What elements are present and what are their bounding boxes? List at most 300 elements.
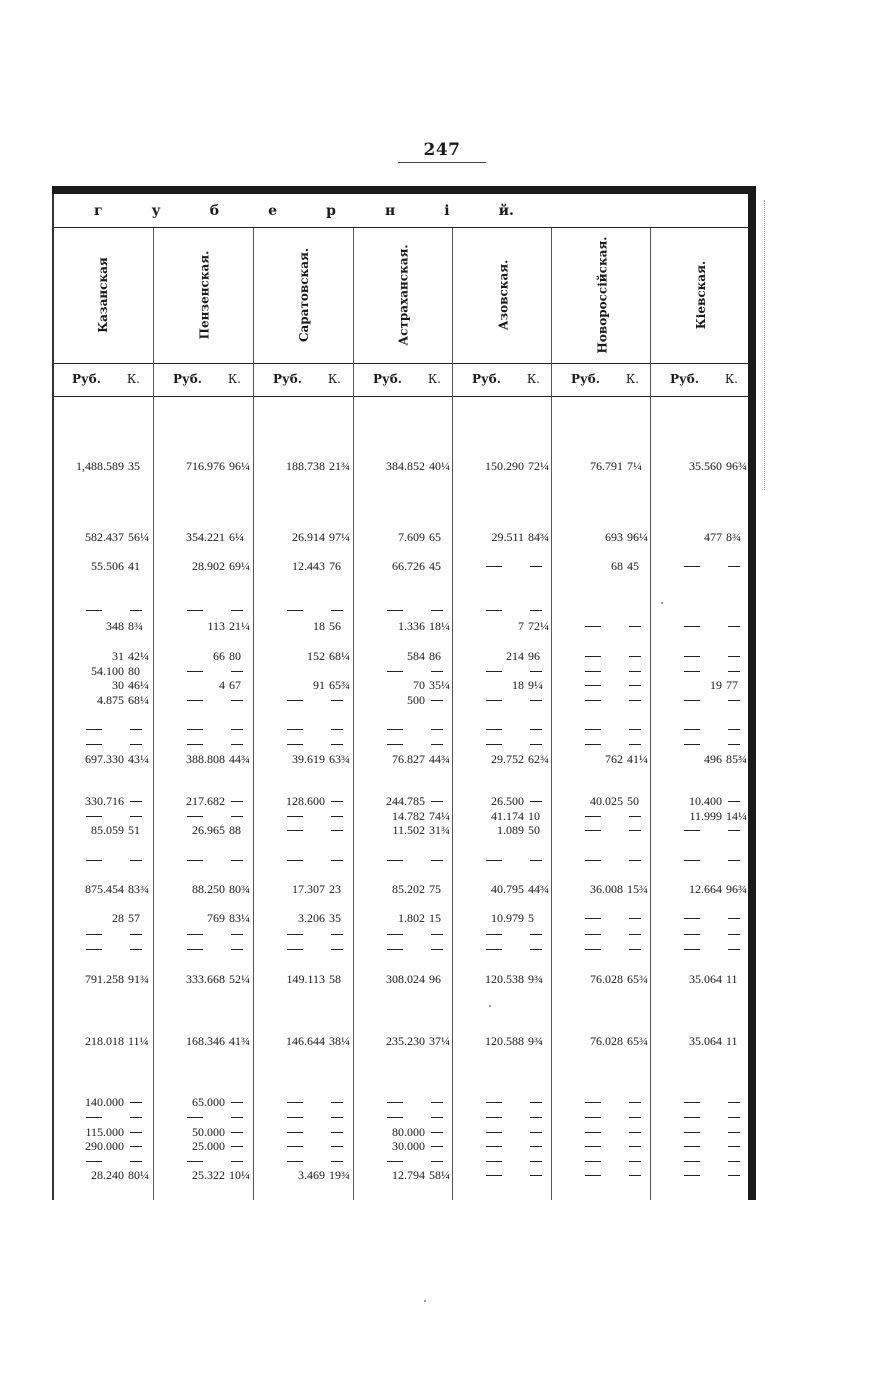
kopecks-value: 88 bbox=[229, 823, 241, 837]
rubles-value: 70 bbox=[413, 678, 425, 692]
rubles-unit-label: Руб. bbox=[571, 372, 600, 386]
kopecks-value: 8¾ bbox=[128, 619, 143, 633]
rubles-unit-label: Руб. bbox=[670, 372, 699, 386]
column-header-6 bbox=[553, 230, 651, 360]
dash-mark bbox=[231, 729, 243, 730]
dash-mark bbox=[486, 1161, 502, 1162]
dash-mark bbox=[486, 1146, 502, 1147]
dash-mark bbox=[684, 830, 700, 831]
kopecks-value: 65¾ bbox=[329, 678, 350, 692]
kopecks-value: 96¼ bbox=[627, 530, 648, 544]
dash-mark bbox=[86, 729, 102, 730]
rubles-value: 1.802 bbox=[398, 911, 425, 925]
rubles-value: 26.500 bbox=[491, 794, 524, 808]
kopecks-value: 75 bbox=[429, 882, 441, 896]
rubles-value: 10.400 bbox=[689, 794, 722, 808]
dash-mark bbox=[331, 830, 343, 831]
dash-mark bbox=[231, 1161, 243, 1162]
dash-mark bbox=[331, 816, 343, 817]
kopecks-value: 58¼ bbox=[429, 1168, 450, 1182]
dash-mark bbox=[486, 1175, 502, 1176]
dash-mark bbox=[629, 656, 641, 657]
print-speck bbox=[489, 1005, 491, 1007]
rubles-value: 128.600 bbox=[286, 794, 325, 808]
rubles-value: 500 bbox=[407, 693, 425, 707]
kopecks-value: 67 bbox=[229, 678, 241, 692]
kopecks-value: 72¼ bbox=[528, 459, 549, 473]
dash-mark bbox=[130, 934, 142, 935]
dash-mark bbox=[530, 801, 542, 802]
dash-mark bbox=[585, 830, 601, 831]
dash-mark bbox=[231, 1102, 243, 1103]
dash-mark bbox=[530, 1102, 542, 1103]
dash-mark bbox=[585, 949, 601, 950]
rubles-unit-label: Руб. bbox=[72, 372, 101, 386]
dash-mark bbox=[530, 949, 542, 950]
dash-mark bbox=[486, 934, 502, 935]
kopecks-value: 83¼ bbox=[229, 911, 250, 925]
rubles-value: 477 bbox=[704, 530, 722, 544]
dash-mark bbox=[187, 1117, 203, 1118]
dash-mark bbox=[231, 671, 243, 672]
column-separator bbox=[253, 228, 254, 1200]
kopecks-value: 37¼ bbox=[429, 1034, 450, 1048]
heading-letter: й. bbox=[498, 203, 514, 219]
column-header-label: Астраханская. bbox=[397, 244, 411, 346]
rubles-value: 308.024 bbox=[386, 972, 425, 986]
rubles-value: 28 bbox=[112, 911, 124, 925]
rubles-value: 29.511 bbox=[491, 530, 524, 544]
rubles-value: 30 bbox=[112, 678, 124, 692]
kopecks-value: 11 bbox=[726, 972, 738, 986]
rubles-value: 26.965 bbox=[192, 823, 225, 837]
dash-mark bbox=[431, 700, 443, 701]
dash-mark bbox=[331, 801, 343, 802]
dash-mark bbox=[684, 700, 700, 701]
kopecks-value: 76 bbox=[329, 559, 341, 573]
dash-mark bbox=[287, 1117, 303, 1118]
dash-mark bbox=[629, 830, 641, 831]
kopecks-value: 11 bbox=[726, 1034, 738, 1048]
dash-mark bbox=[486, 1132, 502, 1133]
dash-mark bbox=[585, 1175, 601, 1176]
dash-mark bbox=[684, 744, 700, 745]
kopecks-value: 77 bbox=[726, 678, 738, 692]
dash-mark bbox=[486, 729, 502, 730]
rubles-unit-label: Руб. bbox=[173, 372, 202, 386]
dash-mark bbox=[530, 1146, 542, 1147]
dash-mark bbox=[187, 729, 203, 730]
heading-letter: р bbox=[326, 203, 336, 219]
rubles-value: 140.000 bbox=[85, 1095, 124, 1109]
rubles-value: 54.100 bbox=[91, 664, 124, 678]
dash-mark bbox=[684, 1146, 700, 1147]
rubles-value: 36.008 bbox=[590, 882, 623, 896]
units-cell bbox=[652, 372, 750, 390]
units-cell bbox=[454, 372, 552, 390]
dash-mark bbox=[187, 934, 203, 935]
rubles-value: 26.914 bbox=[292, 530, 325, 544]
rubles-value: 7 bbox=[518, 619, 524, 633]
dash-mark bbox=[728, 671, 740, 672]
dash-mark bbox=[387, 610, 403, 611]
dash-mark bbox=[86, 744, 102, 745]
kopecks-unit-label: К. bbox=[724, 372, 738, 386]
kopecks-value: 41¼ bbox=[627, 752, 648, 766]
kopecks-unit-label: К. bbox=[126, 372, 140, 386]
kopecks-value: 84¾ bbox=[528, 530, 549, 544]
column-header-2 bbox=[155, 230, 253, 360]
kopecks-value: 45 bbox=[429, 559, 441, 573]
rubles-value: 55.506 bbox=[91, 559, 124, 573]
kopecks-value: 15 bbox=[429, 911, 441, 925]
dash-mark bbox=[187, 700, 203, 701]
rubles-value: 7.609 bbox=[398, 530, 425, 544]
dash-mark bbox=[684, 1161, 700, 1162]
dash-mark bbox=[530, 671, 542, 672]
dash-mark bbox=[629, 729, 641, 730]
heading-letter: н bbox=[384, 203, 396, 219]
rubles-value: 41.174 bbox=[491, 809, 524, 823]
rubles-value: 4.875 bbox=[97, 693, 124, 707]
kopecks-value: 41¾ bbox=[229, 1034, 250, 1048]
dash-mark bbox=[187, 816, 203, 817]
heading-letter: і bbox=[444, 203, 450, 219]
dash-mark bbox=[231, 801, 243, 802]
dash-mark bbox=[431, 1146, 443, 1147]
dash-mark bbox=[187, 1161, 203, 1162]
kopecks-unit-label: К. bbox=[227, 372, 241, 386]
dash-mark bbox=[287, 949, 303, 950]
rubles-value: 3.469 bbox=[298, 1168, 325, 1182]
rubles-value: 333.668 bbox=[186, 972, 225, 986]
dash-mark bbox=[728, 700, 740, 701]
header-rule-top bbox=[54, 227, 748, 228]
rubles-value: 10.979 bbox=[491, 911, 524, 925]
margin-dotted-line bbox=[764, 200, 765, 490]
dash-mark bbox=[684, 656, 700, 657]
kopecks-value: 74¼ bbox=[429, 809, 450, 823]
print-speck bbox=[424, 1300, 426, 1302]
dash-mark bbox=[287, 1146, 303, 1147]
column-header-label: Саратовская. bbox=[297, 247, 311, 343]
dash-mark bbox=[629, 744, 641, 745]
dash-mark bbox=[86, 934, 102, 935]
dash-mark bbox=[86, 860, 102, 861]
rubles-value: 14.782 bbox=[392, 809, 425, 823]
dash-mark bbox=[287, 700, 303, 701]
dash-mark bbox=[585, 1102, 601, 1103]
dash-mark bbox=[486, 1117, 502, 1118]
kopecks-value: 19¾ bbox=[329, 1168, 350, 1182]
dash-mark bbox=[684, 566, 700, 567]
column-separator bbox=[153, 228, 154, 1200]
kopecks-value: 50 bbox=[528, 823, 540, 837]
kopecks-value: 21¼ bbox=[229, 619, 250, 633]
dash-mark bbox=[387, 934, 403, 935]
dash-mark bbox=[130, 729, 142, 730]
dash-mark bbox=[684, 671, 700, 672]
column-header-5 bbox=[454, 230, 552, 360]
dash-mark bbox=[187, 744, 203, 745]
dash-mark bbox=[231, 1132, 243, 1133]
kopecks-value: 9¾ bbox=[528, 1034, 543, 1048]
dash-mark bbox=[187, 671, 203, 672]
dash-mark bbox=[387, 1117, 403, 1118]
kopecks-value: 83¾ bbox=[128, 882, 149, 896]
dash-mark bbox=[585, 656, 601, 657]
rubles-value: 85.059 bbox=[91, 823, 124, 837]
rubles-value: 40.795 bbox=[491, 882, 524, 896]
dash-mark bbox=[431, 671, 443, 672]
dash-mark bbox=[728, 656, 740, 657]
kopecks-value: 10¼ bbox=[229, 1168, 250, 1182]
column-header-label: Азовская. bbox=[495, 259, 510, 331]
dash-mark bbox=[287, 830, 303, 831]
dash-mark bbox=[486, 860, 502, 861]
kopecks-value: 23 bbox=[329, 882, 341, 896]
rubles-value: 12.664 bbox=[689, 882, 722, 896]
dash-mark bbox=[629, 816, 641, 817]
dash-mark bbox=[486, 949, 502, 950]
dash-mark bbox=[629, 1117, 641, 1118]
units-cell bbox=[355, 372, 453, 390]
kopecks-value: 31¾ bbox=[429, 823, 450, 837]
rubles-value: 214 bbox=[506, 649, 524, 663]
dash-mark bbox=[130, 744, 142, 745]
dash-mark bbox=[728, 830, 740, 831]
dash-mark bbox=[387, 1102, 403, 1103]
rubles-value: 388.808 bbox=[186, 752, 225, 766]
dash-mark bbox=[684, 918, 700, 919]
kopecks-value: 56¼ bbox=[128, 530, 149, 544]
dash-mark bbox=[130, 1102, 142, 1103]
rubles-value: 18 bbox=[512, 678, 524, 692]
dash-mark bbox=[431, 1161, 443, 1162]
rubles-value: 584 bbox=[407, 649, 425, 663]
kopecks-value: 44¾ bbox=[528, 882, 549, 896]
dash-mark bbox=[287, 610, 303, 611]
kopecks-value: 51 bbox=[128, 823, 140, 837]
dash-mark bbox=[728, 934, 740, 935]
kopecks-value: 52¼ bbox=[229, 972, 250, 986]
column-header-1 bbox=[54, 230, 152, 360]
dash-mark bbox=[629, 700, 641, 701]
units-cell bbox=[255, 372, 353, 390]
dash-mark bbox=[130, 1146, 142, 1147]
kopecks-value: 80¾ bbox=[229, 882, 250, 896]
rubles-value: 40.025 bbox=[590, 794, 623, 808]
dash-mark bbox=[585, 685, 601, 686]
dash-mark bbox=[585, 700, 601, 701]
rubles-value: 18 bbox=[313, 619, 325, 633]
dash-mark bbox=[684, 1175, 700, 1176]
column-header-label: Кіевская. bbox=[694, 260, 708, 330]
kopecks-value: 14¼ bbox=[726, 809, 747, 823]
kopecks-value: 96¾ bbox=[726, 459, 747, 473]
dash-mark bbox=[231, 934, 243, 935]
rubles-value: 29.752 bbox=[491, 752, 524, 766]
rubles-value: 88.250 bbox=[192, 882, 225, 896]
dash-mark bbox=[287, 744, 303, 745]
rubles-value: 697.330 bbox=[85, 752, 124, 766]
dash-mark bbox=[331, 949, 343, 950]
dash-mark bbox=[629, 1146, 641, 1147]
dash-mark bbox=[287, 729, 303, 730]
dash-mark bbox=[387, 1161, 403, 1162]
rubles-value: 188.738 bbox=[286, 459, 325, 473]
dash-mark bbox=[728, 626, 740, 627]
kopecks-value: 18¼ bbox=[429, 619, 450, 633]
rubles-value: 76.791 bbox=[590, 459, 623, 473]
rubles-value: 152 bbox=[307, 649, 325, 663]
kopecks-value: 91¾ bbox=[128, 972, 149, 986]
dash-mark bbox=[130, 610, 142, 611]
dash-mark bbox=[585, 816, 601, 817]
dash-mark bbox=[331, 934, 343, 935]
dash-mark bbox=[231, 1117, 243, 1118]
rubles-value: 1,488.589 bbox=[76, 459, 124, 473]
dash-mark bbox=[629, 1102, 641, 1103]
dash-mark bbox=[431, 1132, 443, 1133]
kopecks-value: 65¾ bbox=[627, 972, 648, 986]
rubles-value: 384.852 bbox=[386, 459, 425, 473]
dash-mark bbox=[728, 566, 740, 567]
kopecks-value: 56 bbox=[329, 619, 341, 633]
dash-mark bbox=[728, 1161, 740, 1162]
dash-mark bbox=[585, 1161, 601, 1162]
rubles-value: 65.000 bbox=[192, 1095, 225, 1109]
dash-mark bbox=[728, 729, 740, 730]
rubles-value: 28.240 bbox=[91, 1168, 124, 1182]
rubles-value: 76.827 bbox=[392, 752, 425, 766]
kopecks-value: 21¾ bbox=[329, 459, 350, 473]
kopecks-value: 72¼ bbox=[528, 619, 549, 633]
kopecks-value: 44¾ bbox=[229, 752, 250, 766]
kopecks-value: 86 bbox=[429, 649, 441, 663]
dash-mark bbox=[287, 1161, 303, 1162]
rubles-value: 12.443 bbox=[292, 559, 325, 573]
rubles-value: 1.089 bbox=[497, 823, 524, 837]
kopecks-value: 7¼ bbox=[627, 459, 642, 473]
rubles-value: 68 bbox=[611, 559, 623, 573]
rubles-value: 115.000 bbox=[85, 1125, 124, 1139]
rubles-value: 235.230 bbox=[386, 1034, 425, 1048]
dash-mark bbox=[431, 1102, 443, 1103]
kopecks-value: 63¾ bbox=[329, 752, 350, 766]
rubles-value: 30.000 bbox=[392, 1139, 425, 1153]
dash-mark bbox=[728, 1146, 740, 1147]
dash-mark bbox=[331, 1132, 343, 1133]
dash-mark bbox=[585, 729, 601, 730]
header-rule-bottom bbox=[54, 396, 748, 397]
dash-mark bbox=[331, 1102, 343, 1103]
dash-mark bbox=[530, 1161, 542, 1162]
dash-mark bbox=[287, 1102, 303, 1103]
rubles-value: 244.785 bbox=[386, 794, 425, 808]
dash-mark bbox=[86, 1117, 102, 1118]
dash-mark bbox=[331, 744, 343, 745]
kopecks-value: 45 bbox=[627, 559, 639, 573]
rubles-value: 149.113 bbox=[286, 972, 325, 986]
dash-mark bbox=[231, 816, 243, 817]
dash-mark bbox=[387, 744, 403, 745]
kopecks-value: 10 bbox=[528, 809, 540, 823]
rubles-value: 50.000 bbox=[192, 1125, 225, 1139]
dash-mark bbox=[231, 1146, 243, 1147]
dash-mark bbox=[530, 729, 542, 730]
rubles-value: 25.322 bbox=[192, 1168, 225, 1182]
dash-mark bbox=[187, 949, 203, 950]
rubles-value: 11.999 bbox=[689, 809, 722, 823]
dash-mark bbox=[387, 860, 403, 861]
rubles-value: 762 bbox=[605, 752, 623, 766]
rubles-value: 39.619 bbox=[292, 752, 325, 766]
dash-mark bbox=[585, 744, 601, 745]
dash-mark bbox=[684, 934, 700, 935]
column-header-4 bbox=[355, 230, 453, 360]
dash-mark bbox=[486, 744, 502, 745]
rubles-value: 19 bbox=[710, 678, 722, 692]
rubles-value: 150.290 bbox=[485, 459, 524, 473]
kopecks-unit-label: К. bbox=[625, 372, 639, 386]
dash-mark bbox=[431, 610, 443, 611]
dash-mark bbox=[530, 700, 542, 701]
kopecks-value: 44¾ bbox=[429, 752, 450, 766]
rubles-value: 17.307 bbox=[292, 882, 325, 896]
dash-mark bbox=[629, 1132, 641, 1133]
dash-mark bbox=[486, 610, 502, 611]
dash-mark bbox=[728, 918, 740, 919]
rubles-value: 31 bbox=[112, 649, 124, 663]
rubles-value: 218.018 bbox=[85, 1034, 124, 1048]
dash-mark bbox=[629, 918, 641, 919]
column-separator bbox=[353, 228, 354, 1200]
kopecks-value: 68¼ bbox=[329, 649, 350, 663]
dash-mark bbox=[530, 860, 542, 861]
rubles-value: 496 bbox=[704, 752, 722, 766]
rubles-value: 716.976 bbox=[186, 459, 225, 473]
dash-mark bbox=[728, 801, 740, 802]
dash-mark bbox=[130, 1132, 142, 1133]
rubles-value: 35.064 bbox=[689, 972, 722, 986]
rubles-value: 330.716 bbox=[85, 794, 124, 808]
dash-mark bbox=[331, 860, 343, 861]
rubles-value: 28.902 bbox=[192, 559, 225, 573]
dash-mark bbox=[231, 860, 243, 861]
dash-mark bbox=[728, 744, 740, 745]
rubles-value: 354.221 bbox=[186, 530, 225, 544]
kopecks-value: 9¾ bbox=[528, 972, 543, 986]
dash-mark bbox=[486, 671, 502, 672]
kopecks-value: 35¼ bbox=[429, 678, 450, 692]
dash-mark bbox=[331, 1161, 343, 1162]
dash-mark bbox=[530, 1117, 542, 1118]
dash-mark bbox=[431, 949, 443, 950]
dash-mark bbox=[431, 744, 443, 745]
rubles-unit-label: Руб. bbox=[472, 372, 501, 386]
dash-mark bbox=[130, 816, 142, 817]
kopecks-value: 96¼ bbox=[229, 459, 250, 473]
dash-mark bbox=[684, 1102, 700, 1103]
rubles-value: 146.644 bbox=[286, 1034, 325, 1048]
rubles-value: 217.682 bbox=[186, 794, 225, 808]
page-number: 247 bbox=[423, 140, 461, 160]
table-heading-governorates bbox=[54, 198, 554, 224]
print-speck bbox=[661, 602, 663, 604]
kopecks-unit-label: К. bbox=[526, 372, 540, 386]
dash-mark bbox=[728, 860, 740, 861]
